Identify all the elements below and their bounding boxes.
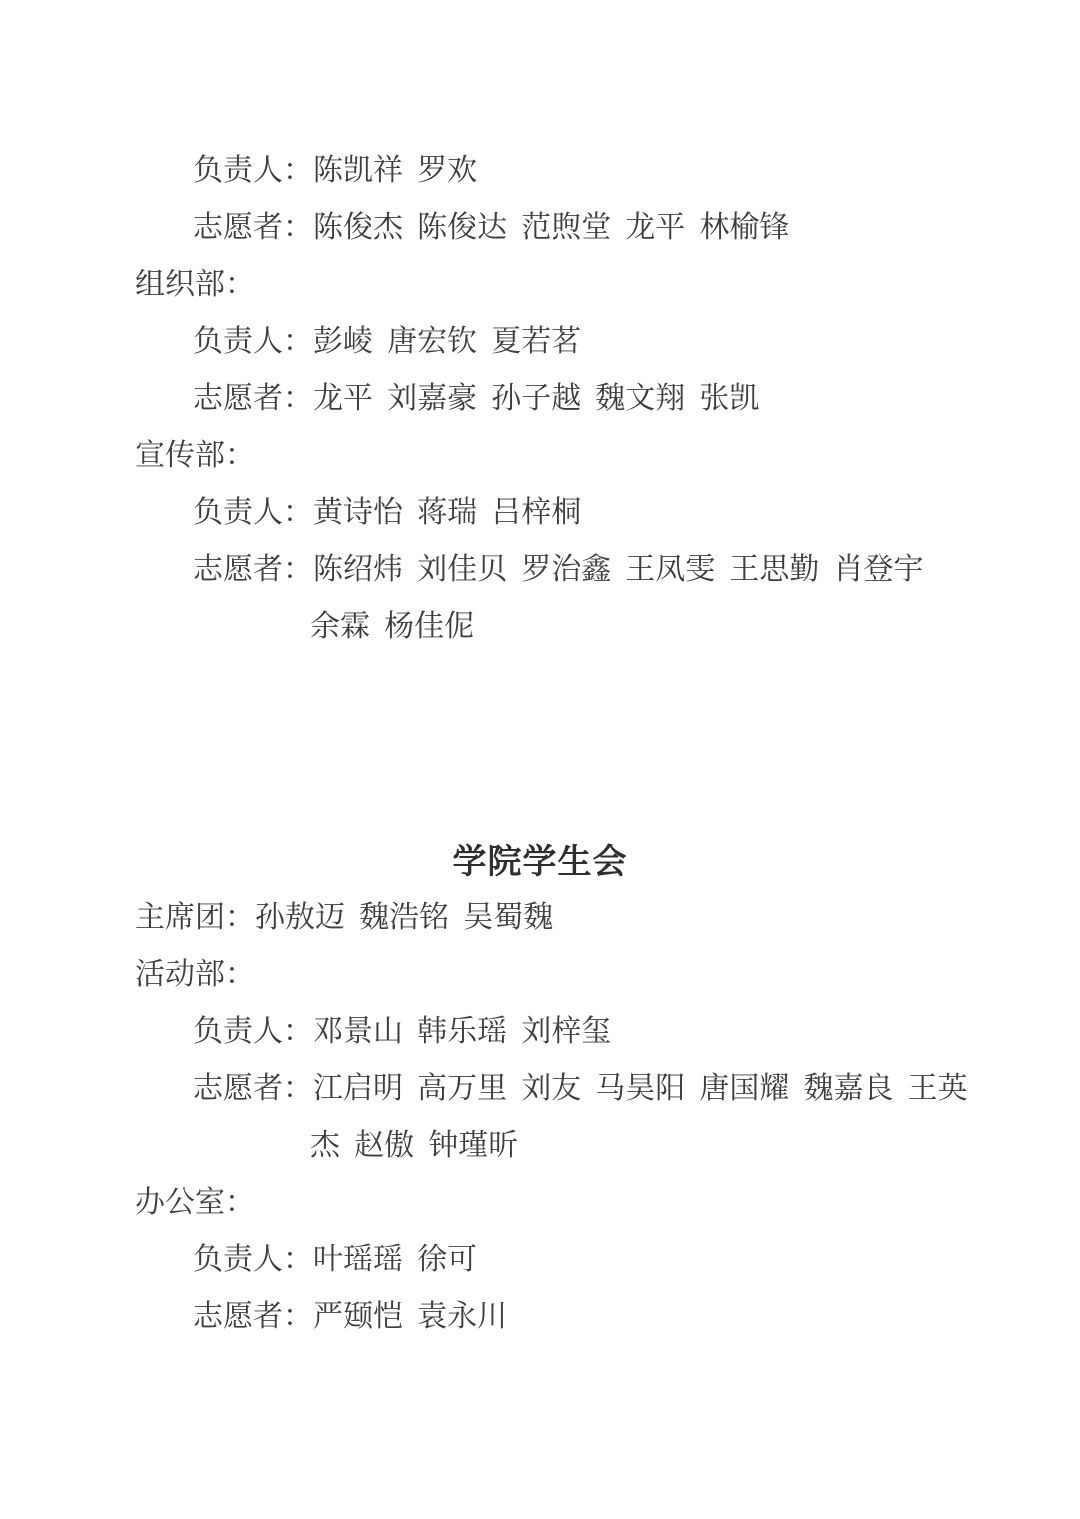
doc-line: 宣传部： [135, 439, 255, 472]
doc-line: 负责人：黄诗怡 蒋瑞 吕梓桐 [193, 496, 582, 529]
doc-line: 负责人：邓景山 韩乐瑶 刘梓玺 [193, 1015, 612, 1048]
post-title-lines [0, 889, 1080, 1345]
doc-line: 活动部： [135, 958, 255, 991]
doc-line: 志愿者：龙平 刘嘉豪 孙子越 魏文翔 张凯 [193, 382, 760, 415]
doc-line: 志愿者：陈绍炜 刘佳贝 罗治鑫 王凤雯 王思勤 肖登宇 [193, 553, 924, 586]
doc-line: 余霖 杨佳伲 [310, 610, 475, 643]
doc-line: 负责人：叶瑶瑶 徐可 [193, 1243, 478, 1276]
doc-line: 志愿者：严颋恺 袁永川 [193, 1300, 508, 1333]
pre-title-lines [0, 142, 1080, 655]
doc-line: 杰 赵傲 钟瑾昕 [310, 1129, 519, 1162]
doc-line: 志愿者：陈俊杰 陈俊达 范煦堂 龙平 林榆锋 [193, 211, 790, 244]
doc-line: 志愿者：江启明 高万里 刘友 马昊阳 唐国耀 魏嘉良 王英 [193, 1072, 968, 1105]
doc-line: 主席团：孙敖迈 魏浩铭 吴蜀魏 [135, 901, 554, 934]
doc-line: 负责人：彭崚 唐宏钦 夏若茗 [193, 325, 582, 358]
page-title: 学院学生会 [452, 843, 628, 881]
doc-line: 办公室： [135, 1186, 255, 1219]
doc-line: 组织部： [135, 268, 255, 301]
doc-line: 负责人：陈凯祥 罗欢 [193, 154, 478, 187]
